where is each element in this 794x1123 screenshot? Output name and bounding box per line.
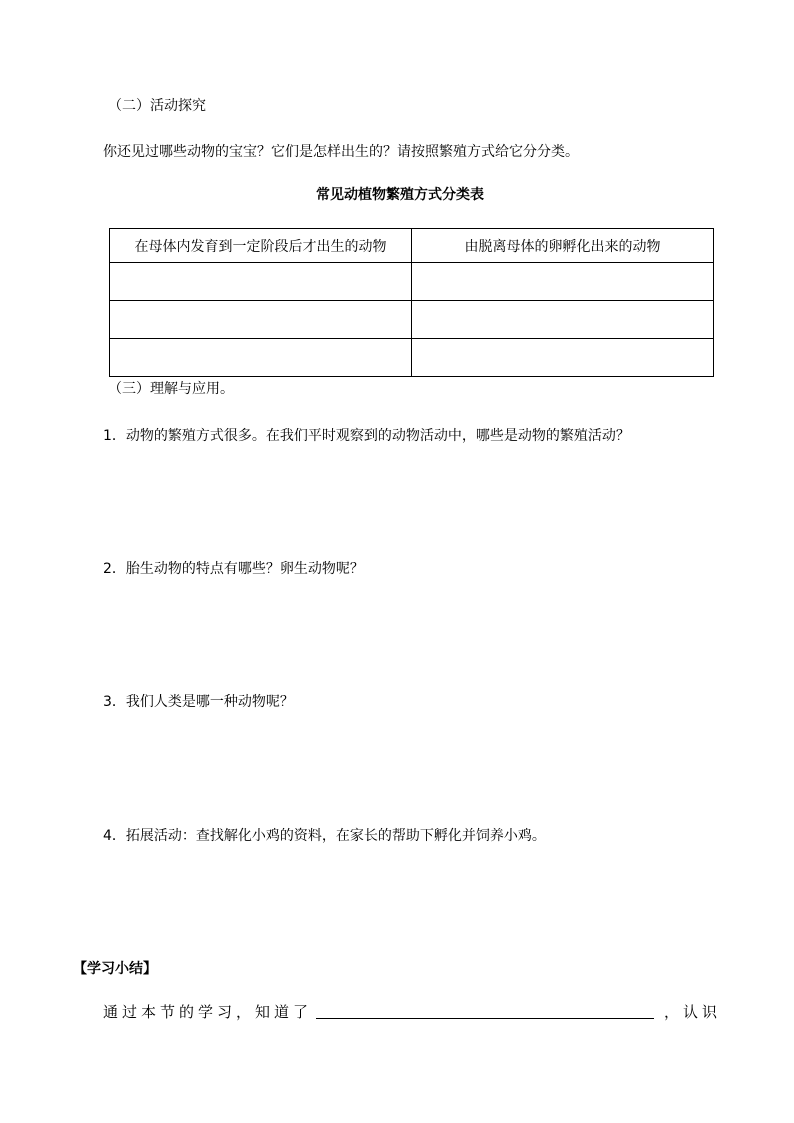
table-row (110, 339, 714, 377)
question-1: 1．动物的繁殖方式很多。在我们平时观察到的动物活动中，哪些是动物的繁殖活动？ (103, 428, 630, 444)
table-cell[interactable] (110, 301, 412, 339)
table-row (110, 301, 714, 339)
summary-heading: 【学习小结】 (73, 961, 157, 977)
table-header-oviparous: 由脱离母体的卵孵化出来的动物 (412, 229, 714, 263)
summary-answer-blank[interactable] (316, 1004, 654, 1019)
question-3: 3．我们人类是哪一种动物呢？ (103, 694, 294, 710)
table-header-viviparous: 在母体内发育到一定阶段后才出生的动物 (110, 229, 412, 263)
table-title: 常见动植物繁殖方式分类表 (316, 187, 484, 203)
table-cell[interactable] (412, 263, 714, 301)
section-heading-activity: （二）活动探究 (108, 98, 206, 114)
section-heading-application: （三）理解与应用。 (108, 381, 234, 397)
summary-tail: ，认识 (664, 1003, 722, 1021)
classification-table (109, 228, 714, 377)
table-cell[interactable] (110, 263, 412, 301)
question-2: 2．胎生动物的特点有哪些？卵生动物呢？ (103, 561, 364, 577)
summary-sentence (103, 1003, 723, 1021)
table-cell[interactable] (110, 339, 412, 377)
table-cell[interactable] (412, 339, 714, 377)
activity-prompt: 你还见过哪些动物的宝宝？它们是怎样出生的？请按照繁殖方式给它分分类。 (103, 144, 579, 160)
question-4: 4．拓展活动：查找解化小鸡的资料，在家长的帮助下孵化并饲养小鸡。 (103, 828, 546, 844)
table-header-row (110, 229, 714, 263)
table-row (110, 263, 714, 301)
summary-lead: 通过本节的学习，知道了 (103, 1003, 313, 1021)
table-cell[interactable] (412, 301, 714, 339)
